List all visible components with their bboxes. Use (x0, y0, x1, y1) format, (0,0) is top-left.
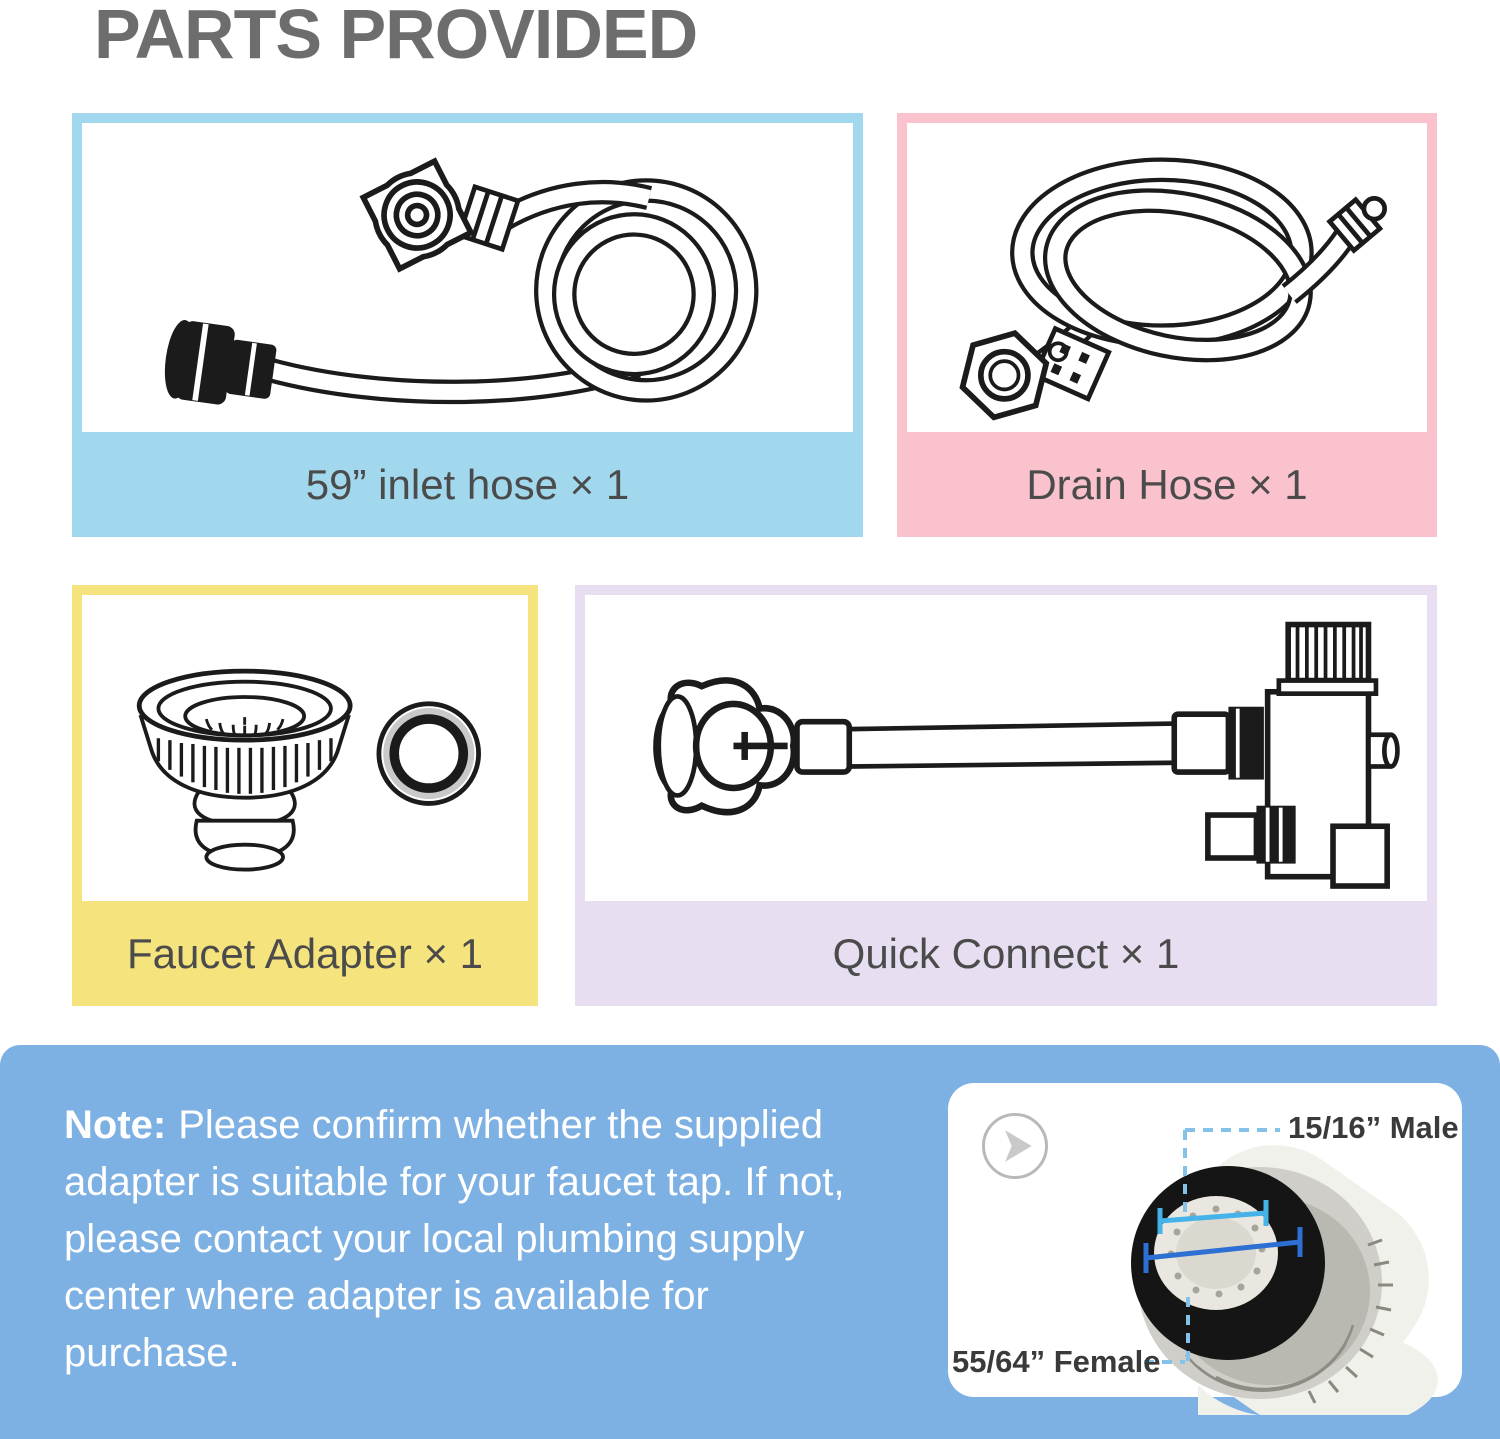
note-text (64, 1097, 884, 1382)
hose-joint (460, 187, 519, 249)
part-card-inlet-hose (72, 113, 863, 537)
faucet-adapter-illustration (91, 604, 519, 892)
quick-connect-label: Quick Connect × 1 (832, 929, 1180, 977)
video-play-button[interactable] (982, 1113, 1048, 1179)
quick-connect-illustration (602, 604, 1410, 892)
quick-connect-knob (656, 681, 793, 813)
quick-connect-label-band (575, 901, 1437, 1006)
faucet-adapter-label: Faucet Adapter × 1 (126, 929, 484, 977)
washer-ring (379, 704, 479, 804)
inlet-hose-label-band (72, 432, 863, 537)
drain-hex-nut (958, 324, 1052, 422)
hose-connector (161, 318, 279, 412)
play-arrow-icon (995, 1126, 1035, 1166)
inlet-hose-image-area (82, 123, 853, 432)
page-title: PARTS PROVIDED (94, 0, 698, 73)
quick-connect-image-area (585, 595, 1427, 901)
part-card-quick-connect (575, 585, 1437, 1006)
note-body: Please confirm whether the supplied adapter is suitable for your faucet tap. If not, please contact your local plumbing supply center where adapter is available for purchase. (64, 1103, 845, 1375)
drain-hose-image-area (907, 123, 1427, 432)
drain-hose-label: Drain Hose × 1 (1026, 460, 1308, 508)
drain-hose-illustration (917, 132, 1416, 422)
part-card-drain-hose (897, 113, 1437, 537)
measurement-label-female: 55/64” Female (952, 1344, 1161, 1379)
note-section (0, 1045, 1500, 1439)
inlet-hose-illustration (97, 132, 837, 422)
drain-hose-label-band (897, 432, 1437, 537)
inlet-hose-label: 59” inlet hose × 1 (305, 460, 630, 508)
measurement-label-male: 15/16” Male (1288, 1110, 1459, 1145)
part-card-faucet-adapter (72, 585, 538, 1006)
faucet-adapter-label-band (72, 901, 538, 1006)
note-prefix: Note: (64, 1103, 167, 1147)
valve-cap (1279, 625, 1376, 694)
faucet-adapter-image-area (82, 595, 528, 901)
